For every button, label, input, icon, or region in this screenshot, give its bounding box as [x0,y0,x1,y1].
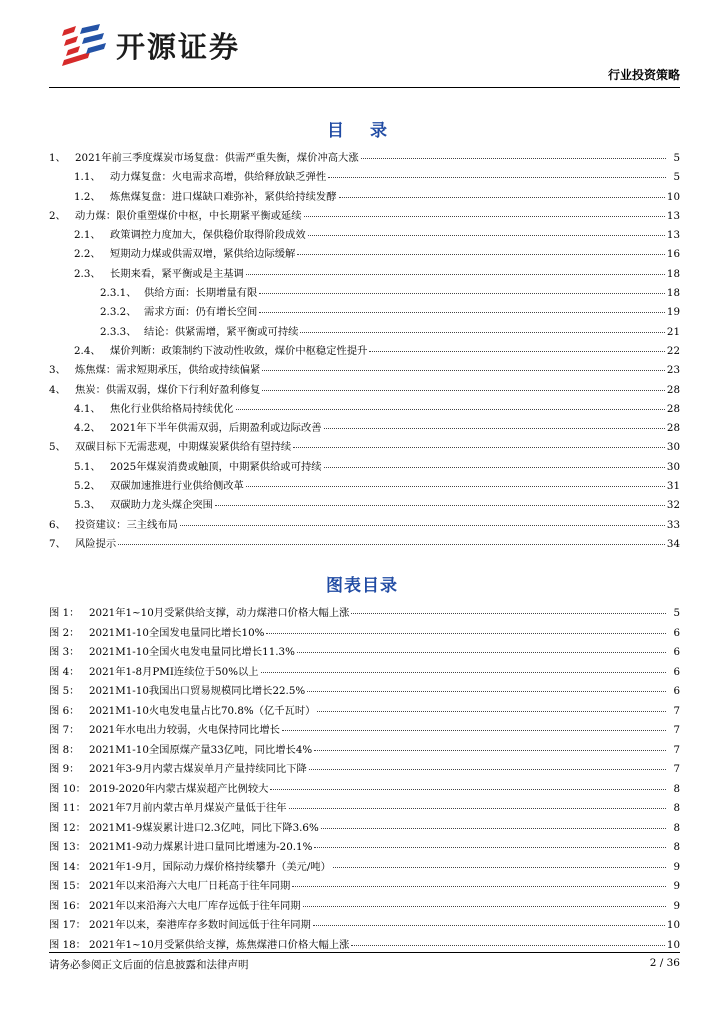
toc-entry-number: 2.3.3、 [100,325,137,338]
figure-entry-number: 图 6： [49,704,80,717]
figure-entry[interactable] [49,702,680,722]
dot-leader [262,370,665,371]
toc-entry[interactable] [49,458,680,477]
figure-entry[interactable] [49,877,680,897]
toc-entry-text: 动力煤复盘：火电需求高增，供给释放缺乏弹性 [110,171,327,184]
toc-entry[interactable] [49,149,680,168]
figure-entry[interactable] [49,760,680,780]
toc-entry-number: 1、 [49,152,66,164]
figure-entry-number: 图 11： [49,802,86,814]
toc-list [49,149,680,554]
dot-leader [321,828,666,829]
figure-entry-page: 9 [673,880,680,892]
figure-entry-text: 2021年以来，秦港库存多数时间远低于往年同期 [89,919,311,931]
dot-leader [314,750,666,751]
toc-entry[interactable] [49,516,680,535]
figure-entry-text: 2021年7月前内蒙古单月煤炭产量低于往年 [89,802,287,814]
toc-entry[interactable] [49,535,680,554]
toc-entry-page: 16 [666,248,680,261]
figure-entry-text: 2021年1~10月受紧供给支撑，炼焦煤港口价格大幅上涨 [89,938,350,951]
toc-entry-page: 30 [666,441,680,454]
figure-entry-page: 10 [666,938,680,951]
figure-entry[interactable] [49,916,680,936]
figure-entry-text: 2021M1-10火电发电量占比70.8%（亿千瓦时） [89,704,316,717]
toc-entry-text: 双碳加速推进行业供给侧改革 [110,480,244,493]
toc-entry-number: 4、 [49,383,66,396]
toc-entry[interactable] [49,168,680,187]
dot-leader [304,216,665,217]
toc-entry-page: 31 [666,480,680,493]
toc-entry-number: 1.1、 [74,171,101,184]
dot-leader [259,293,665,294]
figure-entry[interactable] [49,819,680,839]
toc-entry-text: 供给方面：长期增量有限 [144,287,258,300]
toc-entry-number: 4.2、 [74,422,101,435]
figure-entry-page: 6 [673,665,680,678]
figure-entry[interactable] [49,799,680,819]
page-header [0,0,724,92]
toc-entry[interactable] [49,284,680,303]
figure-entry-page: 6 [673,626,680,639]
footer-disclaimer: 请务必参阅正文后面的信息披露和法律声明 [49,959,249,971]
toc-entry-page: 18 [666,287,680,300]
figure-entry-text: 2021M1-9动力煤累计进口量同比增速为-20.1% [89,841,313,853]
header-divider [49,87,680,88]
figure-entry[interactable] [49,604,680,624]
dot-leader [293,447,665,448]
toc-entry-page: 30 [666,460,680,473]
toc-entry-text: 焦炭：供需双弱，煤价下行利好盈利修复 [75,383,261,396]
figure-entry[interactable] [49,643,680,663]
toc-entry-page: 28 [666,402,680,415]
figure-entry-page: 9 [673,860,680,873]
figure-entry-number: 图 16： [49,899,86,912]
figure-entry-text: 2021年3-9月内蒙古煤炭单月产量持续同比下降 [89,763,307,775]
toc-entry-text: 政策调控力度加大，保供稳价取得阶段成效 [110,229,306,242]
toc-entry-page: 5 [673,152,680,164]
dot-leader [317,711,666,712]
dot-leader [215,505,665,506]
toc-entry[interactable] [49,265,680,284]
toc-entry-text: 煤价判断：政策制约下波动性收敛，煤价中枢稳定性提升 [110,344,368,357]
figure-entry-page: 6 [673,685,680,697]
figure-entry-page: 8 [673,782,680,795]
figure-entry-page: 10 [666,919,680,931]
figure-entry-number: 图 8： [49,743,80,756]
figure-entry-number: 图 2： [49,626,80,639]
toc-entry-number: 5.3、 [74,499,101,512]
toc-entry[interactable] [49,323,680,342]
figure-entry[interactable] [49,663,680,683]
dot-leader [180,525,665,526]
toc-entry-text: 双碳目标下无需悲观，中期煤炭紧供给有望持续 [75,441,292,454]
toc-entry[interactable] [49,496,680,515]
toc-entry[interactable] [49,226,680,245]
dot-leader [361,158,666,159]
toc-entry-text: 短期动力煤或供需双增，紧供给边际缓解 [110,248,296,261]
toc-entry-number: 3、 [49,364,66,377]
toc-entry-number: 2.3、 [74,267,101,280]
figure-entry-text: 2021年1-8月PMI连续位于50%以上 [89,665,259,678]
figure-entry-page: 5 [673,607,680,619]
toc-entry[interactable] [49,303,680,322]
dot-leader [236,409,665,410]
toc-entry-page: 22 [666,344,680,357]
figure-entry-page: 8 [673,821,680,834]
figure-entry-number: 图 9： [49,763,80,775]
figure-entry-number: 图 4： [49,665,80,678]
toc-entry-page: 34 [666,537,680,550]
dot-leader [308,235,665,236]
dot-leader [313,925,665,926]
toc-entry-number: 1.2、 [74,190,101,203]
toc-entry-number: 5.1、 [74,460,101,473]
toc-entry-text: 双碳助力龙头煤企突围 [110,499,213,512]
toc-entry-page: 23 [666,364,680,377]
figure-entry-text: 2019-2020年内蒙古煤炭超产比例较大 [89,782,269,795]
figure-entry-text: 2021年以来沿海六大电厂库存远低于往年同期 [89,899,301,912]
toc-entry[interactable] [49,361,680,380]
figure-entry-text: 2021M1-10全国原煤产量33亿吨，同比增长4% [89,743,313,756]
dot-leader [297,254,665,255]
dot-leader [246,274,665,275]
toc-entry-page: 28 [666,383,680,396]
figure-entry-number: 图 5： [49,685,80,697]
toc-entry-number: 4.1、 [74,402,101,415]
toc-entry-page: 33 [666,518,680,531]
figure-entry[interactable] [49,858,680,878]
toc-entry[interactable] [49,438,680,457]
dot-leader [309,769,666,770]
dot-leader [297,652,666,653]
toc-entry-page: 5 [673,171,680,184]
toc-entry-text: 2021年前三季度煤炭市场复盘：供需严重失衡，煤价冲高大涨 [75,152,359,164]
toc-entry-text: 炼焦煤复盘：进口煤缺口难弥补，紧供给持续发酵 [110,190,337,203]
dot-leader [333,867,666,868]
figure-entry[interactable] [49,741,680,761]
dot-leader [266,633,666,634]
dot-leader [261,672,666,673]
company-name: 开源证券 [116,29,241,64]
dot-leader [303,906,666,907]
dot-leader [292,886,666,887]
dot-leader [246,486,665,487]
figure-entry[interactable] [49,721,680,741]
footer-page-number: 2 / 36 [649,957,680,969]
toc-entry-number: 6、 [49,518,66,531]
figure-entry[interactable] [49,838,680,858]
toc-entry-page: 13 [666,209,680,222]
figure-list [49,604,680,955]
toc-entry[interactable] [49,419,680,438]
figure-entry[interactable] [49,780,680,800]
dot-leader [259,312,665,313]
figure-entry[interactable] [49,624,680,644]
dot-leader [262,390,665,391]
toc-entry-page: 18 [666,267,680,280]
figure-entry-page: 7 [673,743,680,756]
toc-entry-text: 2025年煤炭消费或触顶，中期紧供给或可持续 [110,460,322,473]
dot-leader [118,544,665,545]
figure-entry-page: 6 [673,646,680,658]
figure-entry-text: 2021M1-10全国火电发电量同比增长11.3% [89,646,295,658]
toc-entry-text: 风险提示 [75,537,117,550]
figure-entry-page: 9 [673,899,680,912]
report-type: 行业投资策略 [607,68,680,82]
toc-entry-number: 2.4、 [74,344,101,357]
toc-entry-number: 2.3.1、 [100,287,137,300]
toc-entry[interactable] [49,188,680,207]
dot-leader [300,332,664,333]
toc-entry-number: 2.3.2、 [100,306,137,319]
toc-entry-text: 投资建议：三主线布局 [75,518,178,531]
figure-entry-number: 图 14： [49,860,86,873]
dot-leader [324,467,665,468]
dot-leader [270,789,666,790]
toc-entry-number: 2、 [49,209,66,222]
company-logo [60,22,240,68]
figure-entry-number: 图 17： [49,919,86,931]
figure-entry-number: 图 10： [49,782,86,795]
toc-entry-text: 2021年下半年供需双弱，后期盈利或边际改善 [110,422,322,435]
toc-entry-text: 焦化行业供给格局持续优化 [110,402,234,415]
logo-mark-icon [60,22,108,68]
figure-entry-text: 2021M1-10我国出口贸易规模同比增长22.5% [89,685,306,697]
figure-entry-text: 2021年1-9月，国际动力煤价格持续攀升（美元/吨） [89,860,331,873]
dot-leader [328,177,666,178]
figure-entry-page: 7 [673,704,680,717]
figure-entry-text: 2021年以来沿海六大电厂日耗高于往年同期 [89,880,291,892]
toc-entry-number: 2.2、 [74,248,101,261]
figure-entry-number: 图 15： [49,880,86,892]
dot-leader [369,351,664,352]
figure-entry-number: 图 18： [49,938,86,951]
toc-entry-page: 19 [666,306,680,319]
toc-entry-text: 炼焦煤：需求短期承压，供给或持续偏紧 [75,364,261,377]
figures-title: 图表目录 [326,576,398,596]
dot-leader [314,847,666,848]
figure-entry-page: 7 [673,763,680,775]
dot-leader [324,428,665,429]
figure-entry-page: 8 [673,802,680,814]
toc-entry-text: 长期来看，紧平衡或是主基调 [110,267,244,280]
dot-leader [351,945,664,946]
toc-title: 目 录 [327,121,397,141]
toc-entry[interactable] [49,245,680,264]
footer-divider [49,952,680,953]
toc-entry-number: 7、 [49,537,66,550]
toc-entry-page: 10 [666,190,680,203]
toc-entry[interactable] [49,400,680,419]
figure-entry-page: 8 [673,841,680,853]
toc-entry-text: 动力煤：限价重塑煤价中枢，中长期紧平衡或延续 [75,209,302,222]
toc-entry-text: 结论：供紧需增，紧平衡或可持续 [144,325,299,338]
dot-leader [351,613,666,614]
toc-entry-page: 32 [666,499,680,512]
toc-entry[interactable] [49,381,680,400]
dot-leader [307,691,666,692]
figure-entry[interactable] [49,682,680,702]
toc-entry-number: 5、 [49,441,66,454]
figure-entry-number: 图 13： [49,841,86,853]
toc-entry[interactable] [49,342,680,361]
toc-entry-text: 需求方面：仍有增长空间 [144,306,258,319]
figure-entry-text: 2021年1~10月受紧供给支撑，动力煤港口价格大幅上涨 [89,607,350,619]
toc-entry-number: 5.2、 [74,480,101,493]
figure-entry[interactable] [49,897,680,917]
figure-entry-number: 图 7： [49,724,80,736]
figure-entry-page: 7 [673,724,680,736]
figure-entry-number: 图 3： [49,646,80,658]
figure-entry-text: 2021年水电出力较弱，火电保持同比增长 [89,724,280,736]
dot-leader [282,730,666,731]
dot-leader [339,197,665,198]
figure-entry-text: 2021M1-10全国发电量同比增长10% [89,626,265,639]
toc-entry[interactable] [49,477,680,496]
dot-leader [289,808,666,809]
toc-entry-page: 28 [666,422,680,435]
toc-entry-number: 2.1、 [74,229,101,242]
figure-entry-number: 图 12： [49,821,86,834]
toc-entry[interactable] [49,207,680,226]
figure-entry-number: 图 1： [49,607,80,619]
figure-entry-text: 2021M1-9煤炭累计进口2.3亿吨，同比下降3.6% [89,821,319,834]
toc-entry-page: 13 [666,229,680,242]
toc-entry-page: 21 [666,325,680,338]
